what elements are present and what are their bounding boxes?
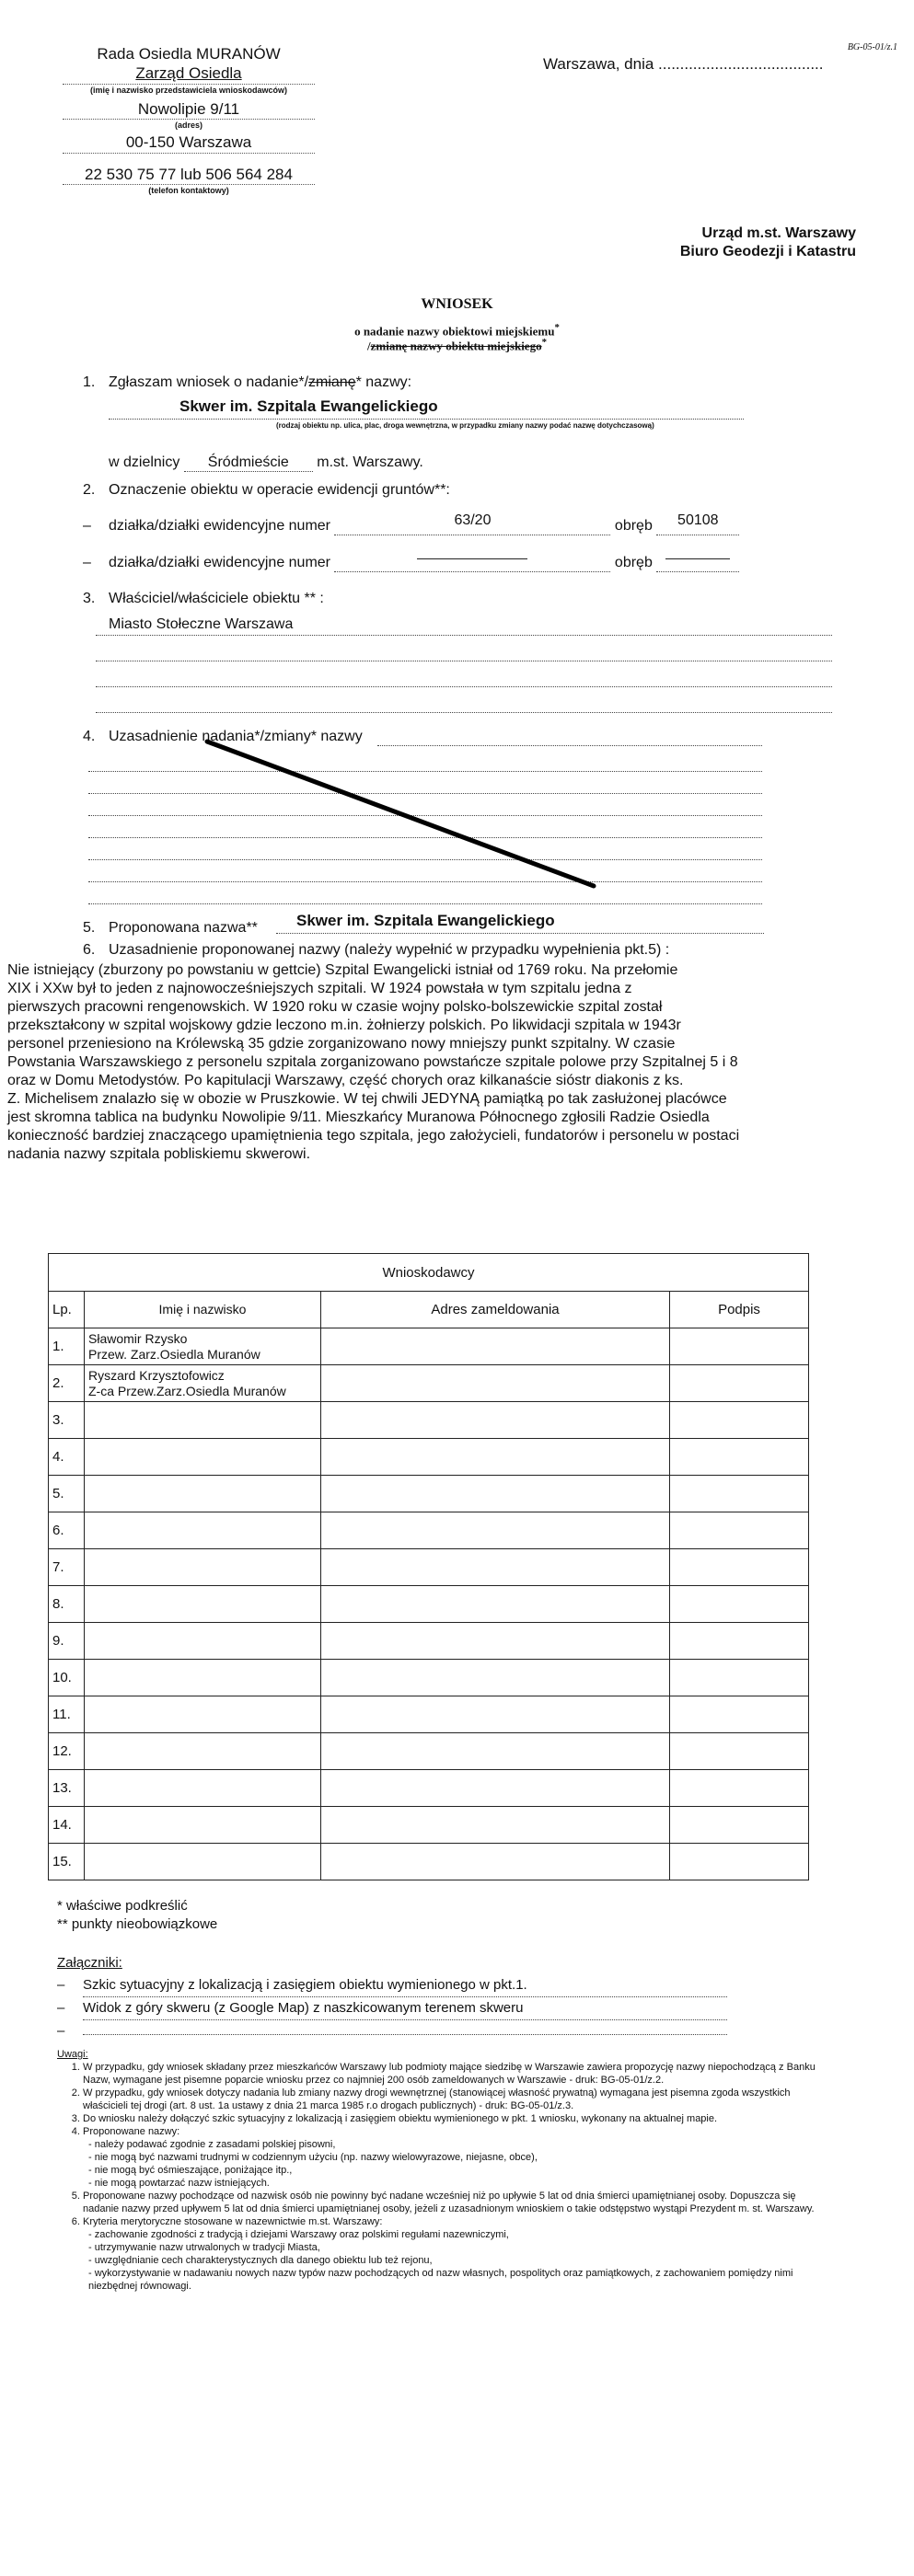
caption-phone: (telefon kontaktowy) <box>148 185 229 195</box>
table-row: 2. Ryszard Krzysztofowicz Z-ca Przew.Zarz.Osiedla Muranów <box>49 1365 809 1402</box>
table-row: 8. <box>49 1586 809 1623</box>
attachments-label: Załączniki: <box>57 1955 122 1971</box>
item2-text: Oznaczenie obiektu w operacie ewidencji gruntów**: <box>109 482 450 498</box>
applicant-unit: Zarząd Osiedla <box>135 64 242 83</box>
recipient-line2: Biuro Geodezji i Katastru <box>679 244 856 259</box>
applicant-street: Nowolipie 9/11 <box>137 99 240 118</box>
header-address: Adres zameldowania <box>321 1292 670 1328</box>
justification-line: konieczność bardziej znaczącego upamiętnienia tego szpitala, jego założycieli, fundatorów i personelu w postaci <box>7 1128 740 1144</box>
header-name: Imię i nazwisko <box>85 1292 321 1328</box>
item5-num: 5. <box>83 920 96 936</box>
remark-item: 3. Do wniosku należy dołączyć szkic sytuacyjny z lokalizacją i zasięgiem obiektu wymienionego w pkt. 1 wniosku, wykonany na aktualnej mapie. <box>83 2112 821 2125</box>
item1-num: 1. <box>83 374 96 390</box>
remark-item: 5. Proponowane nazwy pochodzące od nazwisk osób nie powinny być nadane wcześniej niż po upływie 5 lat od dnia śmierci upamiętnianej osoby. Dopuszcza się nadanie nazwy przed upływem 5 lat od dnia śmierci upamiętnianej osoby, jeżeli z uzasadnionym wnioskiem o takie odstępstwo wystąpi Prezydent m. st. Warszawy. <box>83 2190 821 2215</box>
place-date: Warszawa, dnia ...................................... <box>543 55 824 73</box>
table-row: 14. <box>49 1807 809 1844</box>
table-row: 11. <box>49 1696 809 1733</box>
attachment-item: – Widok z góry skweru (z Google Map) z naszkicowanym terenem skweru <box>57 1997 812 2020</box>
applicant-name-cell: Sławomir Rzysko Przew. Zarz.Osiedla Muranów <box>85 1328 321 1365</box>
recipient-line1: Urząd m.st. Warszawy <box>701 225 856 241</box>
district-value: Śródmieście <box>184 454 313 472</box>
table-row: 7. <box>49 1549 809 1586</box>
item6-text: Uzasadnienie proponowanej nazwy (należy wypełnić w przypadku wypełnienia pkt.5) : <box>109 942 670 958</box>
justification-line: XIX i XXw był to jeden z najnowocześniejszych szpitali. W 1924 powstała w tym szpitalu jedna z <box>7 981 632 996</box>
remarks-label: Uwagi: <box>57 2049 88 2060</box>
justification-line: Nie istniejący (zburzony po powstaniu w gettcie) Szpital Ewangelicki istniał od 1769 roku. Na przełomie <box>7 962 678 978</box>
footnote-2: ** punkty nieobowiązkowe <box>57 1916 218 1932</box>
cross-out-stroke <box>0 0 914 920</box>
table-row: 3. <box>49 1402 809 1439</box>
header-lp: Lp. <box>49 1292 85 1328</box>
remark-item: 4. Proponowane nazwy: - należy podawać zgodnie z zasadami polskiej pisowni, - nie mogą być nazwami trudnymi w codziennym użyciu (np. nazwy wielowyrazowe, niejasne, obce), - nie mogą być ośmieszające, poniżające itp., - nie mogą powtarzać nazw istniejących. <box>83 2125 821 2190</box>
item3-num: 3. <box>83 591 96 606</box>
item3-text: Właściciel/właściciele obiektu ** : <box>109 591 324 606</box>
item5-text: Proponowana nazwa** <box>109 920 258 936</box>
caption-address: (adres) <box>174 121 202 130</box>
table-row: 15. <box>49 1844 809 1880</box>
plot-row-2: działka/działki ewidencyjne numer obręb <box>109 555 739 572</box>
applicant-org: Rada Osiedla MURANÓW <box>97 45 281 63</box>
item1-caption: (rodzaj obiektu np. ulica, plac, droga wewnętrzna, w przypadku zmiany nazwy podać nazwę dotychczasową) <box>276 421 654 430</box>
applicants-table <box>48 1253 809 1880</box>
table-row: 5. <box>49 1476 809 1512</box>
item4-text: Uzasadnienie nadania*/zmiany* nazwy <box>109 729 363 744</box>
justification-line: Powstania Warszawskiego z personelu szpitala zorganizowano powstańcze szpitale polowe przy Szpitalnej 5 i 8 <box>7 1054 738 1070</box>
table-row: 1. Sławomir Rzysko Przew. Zarz.Osiedla Muranów <box>49 1328 809 1365</box>
item3-value: Miasto Stołeczne Warszawa <box>109 616 294 632</box>
plot-row-1: działka/działki ewidencyjne numer 63/20 obręb 50108 <box>109 518 739 535</box>
caption-name: (imię i nazwisko przedstawiciela wnioskodawców) <box>89 85 288 95</box>
attachment-item: – Szkic sytuacyjny z lokalizacją i zasięgiem obiektu wymienionego w pkt.1. <box>57 1974 812 1997</box>
subtitle-line2: /zmianę nazwy obiektu miejskiego* <box>366 337 547 353</box>
table-row: 13. <box>49 1770 809 1807</box>
justification-line: Z. Michelisem znalazło się w obozie w Pruszkowie. W tej chwili JEDYNĄ pamiątką po tak zasłużonej placówce <box>7 1091 727 1107</box>
footnote-1: * właściwe podkreślić <box>57 1898 188 1914</box>
justification-line: przekształcony w szpital wojskowy gdzie leczono m.in. żołnierzy polskich. Po likwidacji szpitala w 1943r <box>7 1018 681 1033</box>
applicant-postal: 00-150 Warszawa <box>125 133 252 152</box>
header-signature: Podpis <box>670 1292 809 1328</box>
attachments <box>57 1952 812 2042</box>
item1-district: w dzielnicy Śródmieście m.st. Warszawy. <box>109 454 423 470</box>
applicant-phone: 22 530 75 77 lub 506 564 284 <box>85 165 293 183</box>
table-row: 9. <box>49 1623 809 1660</box>
attachment-item: – <box>57 2020 812 2042</box>
footnotes <box>57 1897 217 1934</box>
item1-text: Zgłaszam wniosek o nadanie*/zmianę* nazwy: <box>109 374 412 390</box>
justification-line: pierwszych pracowni rengenowskich. W 1920 roku w czasie wojny polsko-bolszewickie szpital został <box>7 999 663 1015</box>
justification-line: personel przeniesiono na Królewską 35 gdzie zorganizowano nowy mniejszy punkt szpitalny. W czasie <box>7 1036 676 1052</box>
table-caption: Wnioskodawcy <box>49 1254 809 1292</box>
justification-line: jest skromna tablica na budynku Nowolipie 9/11. Mieszkańcy Muranowa Północnego zgłosili Radzie Osiedla <box>7 1110 710 1125</box>
item6-num: 6. <box>83 942 96 958</box>
table-row: 6. <box>49 1512 809 1549</box>
remark-item: 1. W przypadku, gdy wniosek składany przez mieszkańców Warszawy lub podmioty mające siedzibę w Warszawie zawiera propozycję nazwy niepochodzącą z Banku Nazw, wymagane jest pisemne poparcie wniosku przez co najmniej 200 osób zameldowanych w Warszawie - druk: BG-05-01/z.2. <box>83 2061 821 2087</box>
remarks <box>57 2048 821 2293</box>
item6-justification <box>7 961 836 1164</box>
document-code: BG-05-01/z.1 <box>847 42 897 52</box>
applicant-name-cell: Ryszard Krzysztofowicz Z-ca Przew.Zarz.Osiedla Muranów <box>85 1365 321 1402</box>
document-title: WNIOSEK <box>421 296 493 312</box>
justification-line: nadania nazwy szpitala pobliskiemu skwerowi. <box>7 1146 311 1162</box>
remark-item: 2. W przypadku, gdy wniosek dotyczy nadania lub zmiany nazwy drogi wewnętrznej (stanowiącej własność prywatną) wymagana jest pisemna zgoda wszystkich właścicieli tej drogi (art. 8 ust. 1a ustawy z dnia 21 marca 1985 r.o drogach publicznych) - druk: BG-05-01/z.3. <box>83 2087 821 2112</box>
remark-item: 6. Kryteria merytoryczne stosowane w nazewnictwie m.st. Warszawy: - zachowanie zgodności z tradycją i dziejami Warszawy oraz polskimi regułami nazewniczymi, - utrzymywanie nazw utrwalonych w tradycji Miasta, - uwzględnianie cech charakterystycznych dla danego obiektu lub też rejonu, - wykorzystywanie w nadawaniu nowych nazw typów nazw pochodzących od nazw własnych, pospolitych oraz pamiątkowych, z zachowaniem pomiędzy nimi niezbędnej równowagi. <box>83 2215 821 2293</box>
table-row: 4. <box>49 1439 809 1476</box>
item5-value: Skwer im. Szpitala Ewangelickiego <box>296 912 555 929</box>
item4-num: 4. <box>83 729 96 744</box>
justification-line: oraz w Domu Metodystów. Po kapitulacji Warszawy, część chorych oraz kilkanaście sióstr diakonis z ks. <box>7 1073 684 1088</box>
precinct-1: 50108 <box>677 512 719 528</box>
item1-value: Skwer im. Szpitala Ewangelickiego <box>179 397 438 415</box>
table-row: 12. <box>49 1733 809 1770</box>
plot-number-1: 63/20 <box>454 512 492 528</box>
table-row: 10. <box>49 1660 809 1696</box>
item2-num: 2. <box>83 482 96 498</box>
subtitle-line1: o nadanie nazwy obiektowi miejskiemu* <box>354 322 560 339</box>
remarks-list <box>57 2061 821 2293</box>
